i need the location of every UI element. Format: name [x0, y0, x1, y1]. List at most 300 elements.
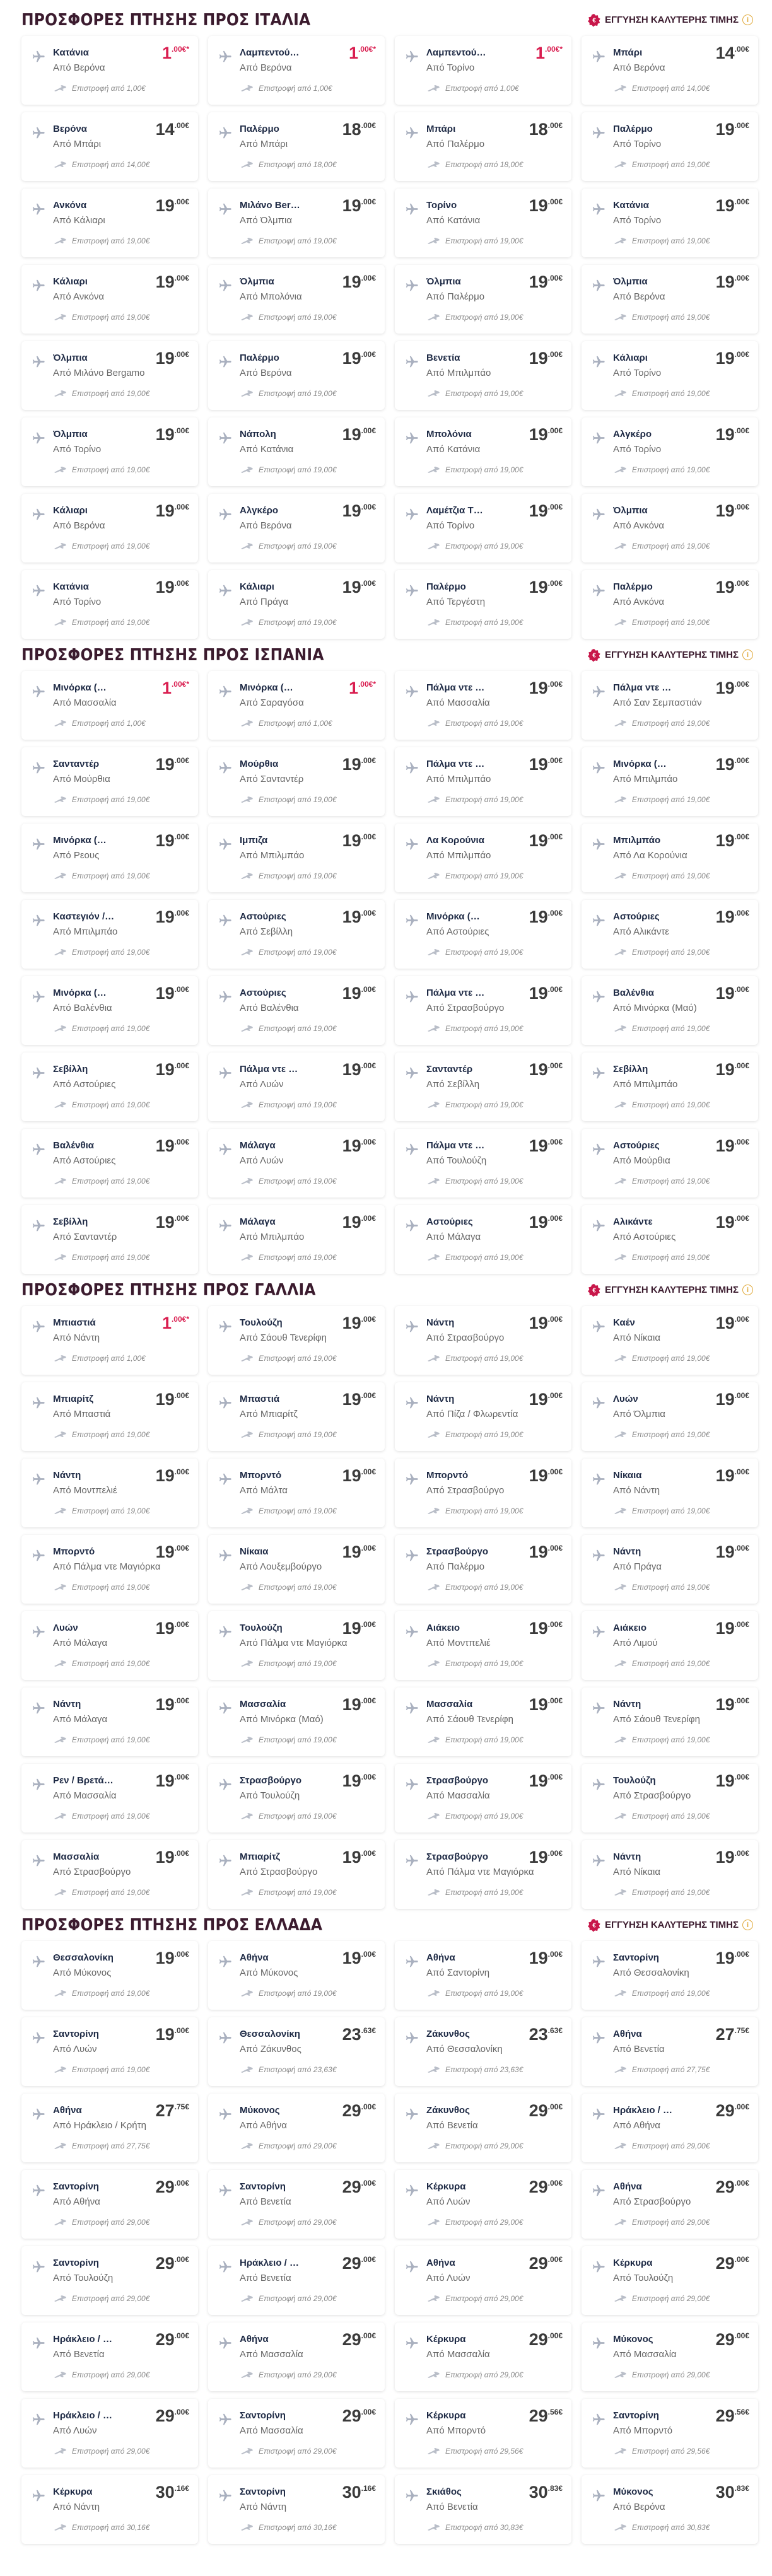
price-cents: .00€ [174, 426, 189, 435]
deal-card[interactable] [208, 417, 385, 486]
price-cents: .00€ [174, 1061, 189, 1070]
deal-card[interactable] [395, 1941, 571, 2010]
deal-price [716, 1696, 749, 1713]
return-info [53, 1989, 149, 1998]
deal-card[interactable] [208, 1687, 385, 1756]
return-info [53, 795, 149, 804]
return-flight-icon [240, 1736, 254, 1744]
deal-price [342, 121, 376, 137]
deal-card[interactable] [208, 2017, 385, 2086]
deal-card[interactable] [208, 976, 385, 1045]
card-top-row [613, 197, 749, 214]
deal-price [156, 1391, 189, 1407]
destination-name: Μάλαγα [240, 1140, 276, 1151]
origin-airport: Από Σανταντέρ [53, 1232, 117, 1242]
airplane-icon [592, 1320, 605, 1334]
deal-card[interactable] [21, 671, 198, 740]
card-top-row [613, 1950, 749, 1966]
info-icon[interactable]: i [742, 1920, 753, 1930]
return-price-text: Επιστροφή από 19,00€ [259, 465, 337, 474]
price-integer: 29 [529, 2406, 548, 2425]
price-cents: .00€ [547, 1467, 563, 1476]
return-price-text: Επιστροφή από 19,00€ [72, 313, 150, 322]
deal-card[interactable] [208, 341, 385, 410]
deal-card[interactable] [208, 1459, 385, 1527]
airplane-icon [218, 990, 232, 1004]
airplane-icon [592, 1701, 605, 1715]
price-cents: .00€ [547, 985, 563, 994]
deal-card[interactable] [208, 2246, 385, 2315]
airplane-icon [405, 990, 419, 1004]
deal-card[interactable] [21, 2399, 198, 2468]
price-cents: .00€ [547, 1950, 563, 1959]
deal-card[interactable] [208, 1840, 385, 1909]
destination-name: Σανταντέρ [426, 1064, 473, 1075]
price-integer: 19 [529, 1695, 548, 1714]
airplane-icon [32, 2336, 45, 2350]
origin-airport: Από Σεβίλλη [426, 1079, 480, 1090]
deal-card[interactable] [395, 1052, 571, 1121]
deal-card[interactable] [208, 1764, 385, 1833]
price-cents: .16€ [361, 2484, 376, 2493]
deal-card[interactable] [395, 2399, 571, 2468]
deal-card[interactable] [582, 1764, 758, 1833]
deal-card[interactable] [21, 1459, 198, 1527]
airplane-icon [218, 279, 232, 293]
deal-card[interactable] [21, 112, 198, 181]
deal-card[interactable] [21, 824, 198, 892]
airplane-icon [32, 1955, 45, 1969]
price-badge-icon [587, 1283, 601, 1297]
price-integer: 19 [342, 1390, 361, 1409]
info-icon[interactable]: i [742, 650, 753, 660]
deal-price [342, 426, 376, 443]
card-top-row [240, 1544, 376, 1560]
deal-card[interactable] [21, 36, 198, 105]
deal-card[interactable] [395, 1129, 571, 1198]
deal-price [529, 1620, 563, 1636]
deal-card[interactable] [21, 570, 198, 639]
deal-card[interactable] [208, 1382, 385, 1451]
price-integer: 19 [155, 1060, 175, 1079]
best-price-guarantee[interactable] [587, 1283, 753, 1297]
deal-card[interactable] [395, 341, 571, 410]
deal-card[interactable] [582, 1129, 758, 1198]
deal-card[interactable] [21, 265, 198, 334]
deal-card[interactable] [208, 36, 385, 105]
airplane-icon [218, 1219, 232, 1233]
return-info [426, 1735, 523, 1744]
return-price-text: Επιστροφή από 14,00€ [632, 84, 710, 93]
deal-card[interactable] [395, 976, 571, 1045]
origin-airport: Από Βενετία [426, 2502, 478, 2512]
return-info [240, 2218, 336, 2227]
deal-card[interactable] [21, 417, 198, 486]
return-info [613, 542, 710, 551]
price-integer: 30 [715, 2483, 735, 2502]
deal-card[interactable] [21, 747, 198, 816]
deal-price [716, 2408, 749, 2424]
deal-card[interactable] [582, 824, 758, 892]
deal-card[interactable] [582, 2017, 758, 2086]
return-price-text: Επιστροφή από 30,83€ [632, 2523, 710, 2532]
best-price-guarantee[interactable] [587, 1918, 753, 1932]
deal-card[interactable] [582, 1306, 758, 1375]
return-info [53, 2447, 149, 2456]
deal-card[interactable] [395, 1840, 571, 1909]
return-price-text: Επιστροφή από 19,00€ [445, 313, 523, 322]
return-price-text: Επιστροφή από 19,00€ [632, 618, 710, 627]
deal-card[interactable] [21, 1611, 198, 1680]
deal-card[interactable] [582, 1459, 758, 1527]
return-price-text: Επιστροφή από 29,00€ [259, 2218, 337, 2227]
deal-card[interactable] [395, 417, 571, 486]
return-flight-icon [240, 1583, 254, 1591]
deal-card[interactable] [582, 1382, 758, 1451]
return-info [613, 1659, 710, 1668]
return-flight-icon [426, 1736, 440, 1744]
price-integer: 19 [342, 1542, 361, 1561]
deal-card[interactable] [395, 1611, 571, 1680]
return-info [613, 1583, 710, 1592]
deal-card[interactable] [21, 1687, 198, 1756]
deal-card[interactable] [208, 1535, 385, 1604]
return-flight-icon [53, 1507, 67, 1515]
deal-card[interactable] [395, 1382, 571, 1451]
destination-name: Μινόρκα (… [53, 988, 107, 998]
destination-name: Αλγκέρο [613, 429, 652, 440]
deal-card[interactable] [582, 2399, 758, 2468]
deal-card[interactable] [21, 341, 198, 410]
airplane-icon [405, 202, 419, 216]
deal-card[interactable] [582, 570, 758, 639]
deal-card[interactable] [21, 2246, 198, 2315]
origin-airport: Από Πράγα [240, 597, 289, 607]
return-flight-icon [426, 466, 440, 474]
best-price-guarantee[interactable] [587, 13, 753, 27]
deal-card[interactable] [395, 2094, 571, 2162]
deal-card[interactable] [21, 189, 198, 257]
card-top-row [613, 121, 749, 137]
origin-airport: Από Τορίνο [53, 444, 102, 455]
deal-card[interactable] [395, 570, 571, 639]
airplane-icon [405, 1320, 419, 1334]
deal-card[interactable] [21, 1306, 198, 1375]
deals-section [21, 1274, 753, 1909]
airplane-icon [405, 508, 419, 522]
deal-card[interactable] [395, 2246, 571, 2315]
airplane-icon [405, 1955, 419, 1969]
deal-card[interactable] [582, 2094, 758, 2162]
destination-name: Νάντη [613, 1699, 641, 1710]
deal-card[interactable] [395, 36, 571, 105]
return-price-text: Επιστροφή από 19,00€ [72, 1507, 150, 1515]
destination-name: Αστούριες [240, 988, 286, 998]
card-top-row [53, 1138, 189, 1154]
deal-card[interactable] [21, 1382, 198, 1451]
deal-card[interactable] [208, 2475, 385, 2544]
deal-price [342, 2102, 376, 2119]
deal-card[interactable] [395, 824, 571, 892]
airplane-icon [592, 508, 605, 522]
deal-card[interactable] [395, 671, 571, 740]
origin-airport: Από Μπάρι [53, 139, 102, 149]
origin-airport: Από Παλέρμο [426, 291, 485, 302]
deal-card[interactable] [395, 112, 571, 181]
return-price-text: Επιστροφή από 18,00€ [259, 160, 337, 169]
deal-card[interactable] [395, 2170, 571, 2239]
deal-card[interactable] [208, 1052, 385, 1121]
deal-card[interactable] [395, 747, 571, 816]
price-integer: 19 [715, 1695, 735, 1714]
return-info [426, 2294, 523, 2303]
deal-card[interactable] [582, 1687, 758, 1756]
deal-card[interactable] [582, 976, 758, 1045]
deal-card[interactable] [21, 976, 198, 1045]
return-flight-icon [53, 2142, 67, 2150]
deal-card[interactable] [582, 900, 758, 969]
return-price-text: Επιστροφή από 19,00€ [259, 542, 337, 551]
return-flight-icon [426, 85, 440, 92]
return-price-text: Επιστροφή από 19,00€ [72, 236, 150, 245]
airplane-icon [218, 584, 232, 598]
return-info [426, 1354, 523, 1363]
card-top-row [426, 2026, 563, 2043]
return-info [613, 1430, 710, 1439]
deal-card[interactable] [582, 1611, 758, 1680]
deal-card[interactable] [582, 1840, 758, 1909]
airplane-icon [592, 685, 605, 699]
return-flight-icon [240, 390, 254, 397]
deal-card[interactable] [582, 2170, 758, 2239]
deal-card[interactable] [582, 36, 758, 105]
deal-price [529, 1214, 563, 1230]
deal-price [529, 756, 563, 772]
return-flight-icon [613, 2066, 627, 2073]
deal-price [156, 1061, 189, 1078]
deal-card[interactable] [395, 1764, 571, 1833]
deal-card[interactable] [208, 2322, 385, 2391]
deal-card[interactable] [395, 2322, 571, 2391]
price-integer: 19 [529, 1314, 548, 1332]
deal-card[interactable] [21, 900, 198, 969]
deal-card[interactable] [21, 2094, 198, 2162]
return-info [426, 236, 523, 245]
origin-airport: Από Λιμού [613, 1638, 658, 1648]
deal-price [156, 756, 189, 772]
price-cents: .00€ [734, 2102, 749, 2111]
deal-card[interactable] [395, 189, 571, 257]
deal-card[interactable] [582, 265, 758, 334]
price-cents: .00€ [547, 1849, 563, 1858]
card-top-row [240, 45, 376, 61]
price-cents: .00€ [734, 45, 749, 54]
destination-name: Πάλμα ντε … [613, 682, 672, 693]
return-flight-icon [613, 85, 627, 92]
origin-airport: Από Μπαστιά [53, 1409, 111, 1419]
price-integer: 29 [529, 2177, 548, 2196]
return-flight-icon [426, 1583, 440, 1591]
deal-card[interactable] [395, 265, 571, 334]
deal-card[interactable] [208, 671, 385, 740]
deal-card[interactable] [395, 1687, 571, 1756]
price-cents: .00€ [734, 1696, 749, 1705]
deal-card[interactable] [582, 341, 758, 410]
deal-card[interactable] [582, 747, 758, 816]
deal-card[interactable] [395, 1459, 571, 1527]
price-integer: 19 [155, 501, 175, 520]
return-flight-icon [240, 466, 254, 474]
deal-card[interactable] [208, 1205, 385, 1274]
deal-card[interactable] [395, 494, 571, 562]
deal-card[interactable] [582, 1535, 758, 1604]
return-info [426, 2523, 523, 2532]
origin-airport: Από Λυών [426, 2273, 471, 2283]
deal-card[interactable] [395, 2475, 571, 2544]
info-icon[interactable]: i [742, 1285, 753, 1295]
origin-airport: Από Μπορντό [426, 2425, 486, 2436]
deal-card[interactable] [208, 824, 385, 892]
return-info [613, 2218, 710, 2227]
deal-card[interactable] [582, 189, 758, 257]
card-top-row [613, 1696, 749, 1713]
deal-price [342, 274, 376, 290]
return-flight-icon [613, 542, 627, 550]
deal-card[interactable] [21, 2322, 198, 2391]
deal-card[interactable] [582, 1941, 758, 2010]
origin-airport: Από Αθήνα [240, 2120, 287, 2131]
price-cents: .00€ [547, 1315, 563, 1324]
return-info [240, 389, 336, 398]
deal-card[interactable] [208, 2094, 385, 2162]
deal-card[interactable] [208, 189, 385, 257]
origin-airport: Από Βενετία [53, 2349, 105, 2360]
deal-card[interactable] [395, 1205, 571, 1274]
airplane-icon [405, 2489, 419, 2503]
return-info [240, 2523, 336, 2532]
deal-card[interactable] [21, 1764, 198, 1833]
return-flight-icon [240, 1660, 254, 1667]
card-top-row [426, 350, 563, 366]
destination-name: Ιμπιζα [240, 835, 268, 846]
price-integer: 19 [155, 1213, 175, 1232]
deal-card[interactable] [208, 1306, 385, 1375]
deal-card[interactable] [395, 900, 571, 969]
return-flight-icon [240, 542, 254, 550]
card-top-row [426, 1061, 563, 1078]
deal-card[interactable] [582, 494, 758, 562]
card-top-row [53, 2102, 189, 2119]
return-info [613, 1024, 710, 1033]
airplane-icon [32, 126, 45, 140]
price-integer: 19 [529, 425, 548, 444]
deal-card[interactable] [582, 1205, 758, 1274]
deal-card[interactable] [208, 1129, 385, 1198]
card-top-row [613, 2102, 749, 2119]
deal-card[interactable] [582, 417, 758, 486]
card-top-row [426, 197, 563, 214]
deal-card[interactable] [21, 1129, 198, 1198]
return-info [613, 389, 710, 398]
deal-price [716, 2484, 749, 2500]
origin-airport: Από Βερόνα [240, 62, 292, 73]
price-cents: .00€ [174, 1773, 189, 1781]
deal-card[interactable] [21, 494, 198, 562]
deal-card[interactable] [582, 2246, 758, 2315]
section-title: ΠΡΟΣΦΟΡΕΣ ΠΤΗΣΗΣ ΠΡΟΣ ΙΣΠΑΝΙΑ [21, 645, 324, 665]
price-integer: 19 [715, 1848, 735, 1867]
deal-card[interactable] [208, 1941, 385, 2010]
deal-card[interactable] [21, 1052, 198, 1121]
deal-card[interactable] [208, 747, 385, 816]
return-price-text: Επιστροφή από 29,00€ [632, 2142, 710, 2150]
deal-card[interactable] [21, 1535, 198, 1604]
airplane-icon [592, 1854, 605, 1868]
deal-card[interactable] [582, 112, 758, 181]
deal-card[interactable] [21, 1840, 198, 1909]
deal-card[interactable] [208, 112, 385, 181]
airplane-icon [218, 1143, 232, 1157]
return-flight-icon [240, 1254, 254, 1261]
deal-card[interactable] [582, 1052, 758, 1121]
deal-card[interactable] [208, 900, 385, 969]
deal-card[interactable] [582, 2475, 758, 2544]
return-flight-icon [53, 161, 67, 168]
price-integer: 19 [529, 1060, 548, 1079]
deal-card[interactable] [208, 2399, 385, 2468]
card-top-row [613, 1315, 749, 1331]
return-price-text: Επιστροφή από 19,00€ [445, 1989, 523, 1998]
info-icon[interactable]: i [742, 15, 753, 25]
return-price-text: Επιστροφή από 19,00€ [259, 1659, 337, 1668]
destination-name: Μπάρι [426, 124, 456, 134]
card-top-row [426, 1544, 563, 1560]
return-info [53, 1100, 149, 1109]
deal-card[interactable] [21, 1205, 198, 1274]
deal-card[interactable] [208, 1611, 385, 1680]
destination-name: Σαντορίνη [613, 2410, 659, 2421]
price-integer: 19 [342, 1213, 361, 1232]
deal-card[interactable] [582, 2322, 758, 2391]
return-flight-icon [426, 1889, 440, 1896]
best-price-guarantee[interactable] [587, 648, 753, 662]
origin-airport: Από Ανκόνα [613, 597, 665, 607]
deal-card[interactable] [208, 265, 385, 334]
return-info [53, 389, 149, 398]
airplane-icon [218, 1472, 232, 1486]
price-integer: 19 [155, 196, 175, 215]
destination-name: Στρασβούργο [240, 1775, 302, 1786]
return-price-text: Επιστροφή από 19,00€ [445, 542, 523, 551]
deal-card[interactable] [21, 1941, 198, 2010]
deal-card[interactable] [582, 671, 758, 740]
deal-card[interactable] [395, 1535, 571, 1604]
deal-card[interactable] [395, 2017, 571, 2086]
deal-card[interactable] [395, 1306, 571, 1375]
return-flight-icon [613, 390, 627, 397]
deal-card[interactable] [208, 494, 385, 562]
origin-airport: Από Αθήνα [613, 2120, 660, 2131]
deal-card[interactable] [208, 570, 385, 639]
deal-card[interactable] [21, 2475, 198, 2544]
deal-card[interactable] [208, 2170, 385, 2239]
deal-card[interactable] [21, 2017, 198, 2086]
deal-card[interactable] [21, 2170, 198, 2239]
price-cents: .00€ [174, 197, 189, 206]
card-top-row [240, 579, 376, 595]
return-info [240, 948, 336, 957]
return-flight-icon [240, 161, 254, 168]
